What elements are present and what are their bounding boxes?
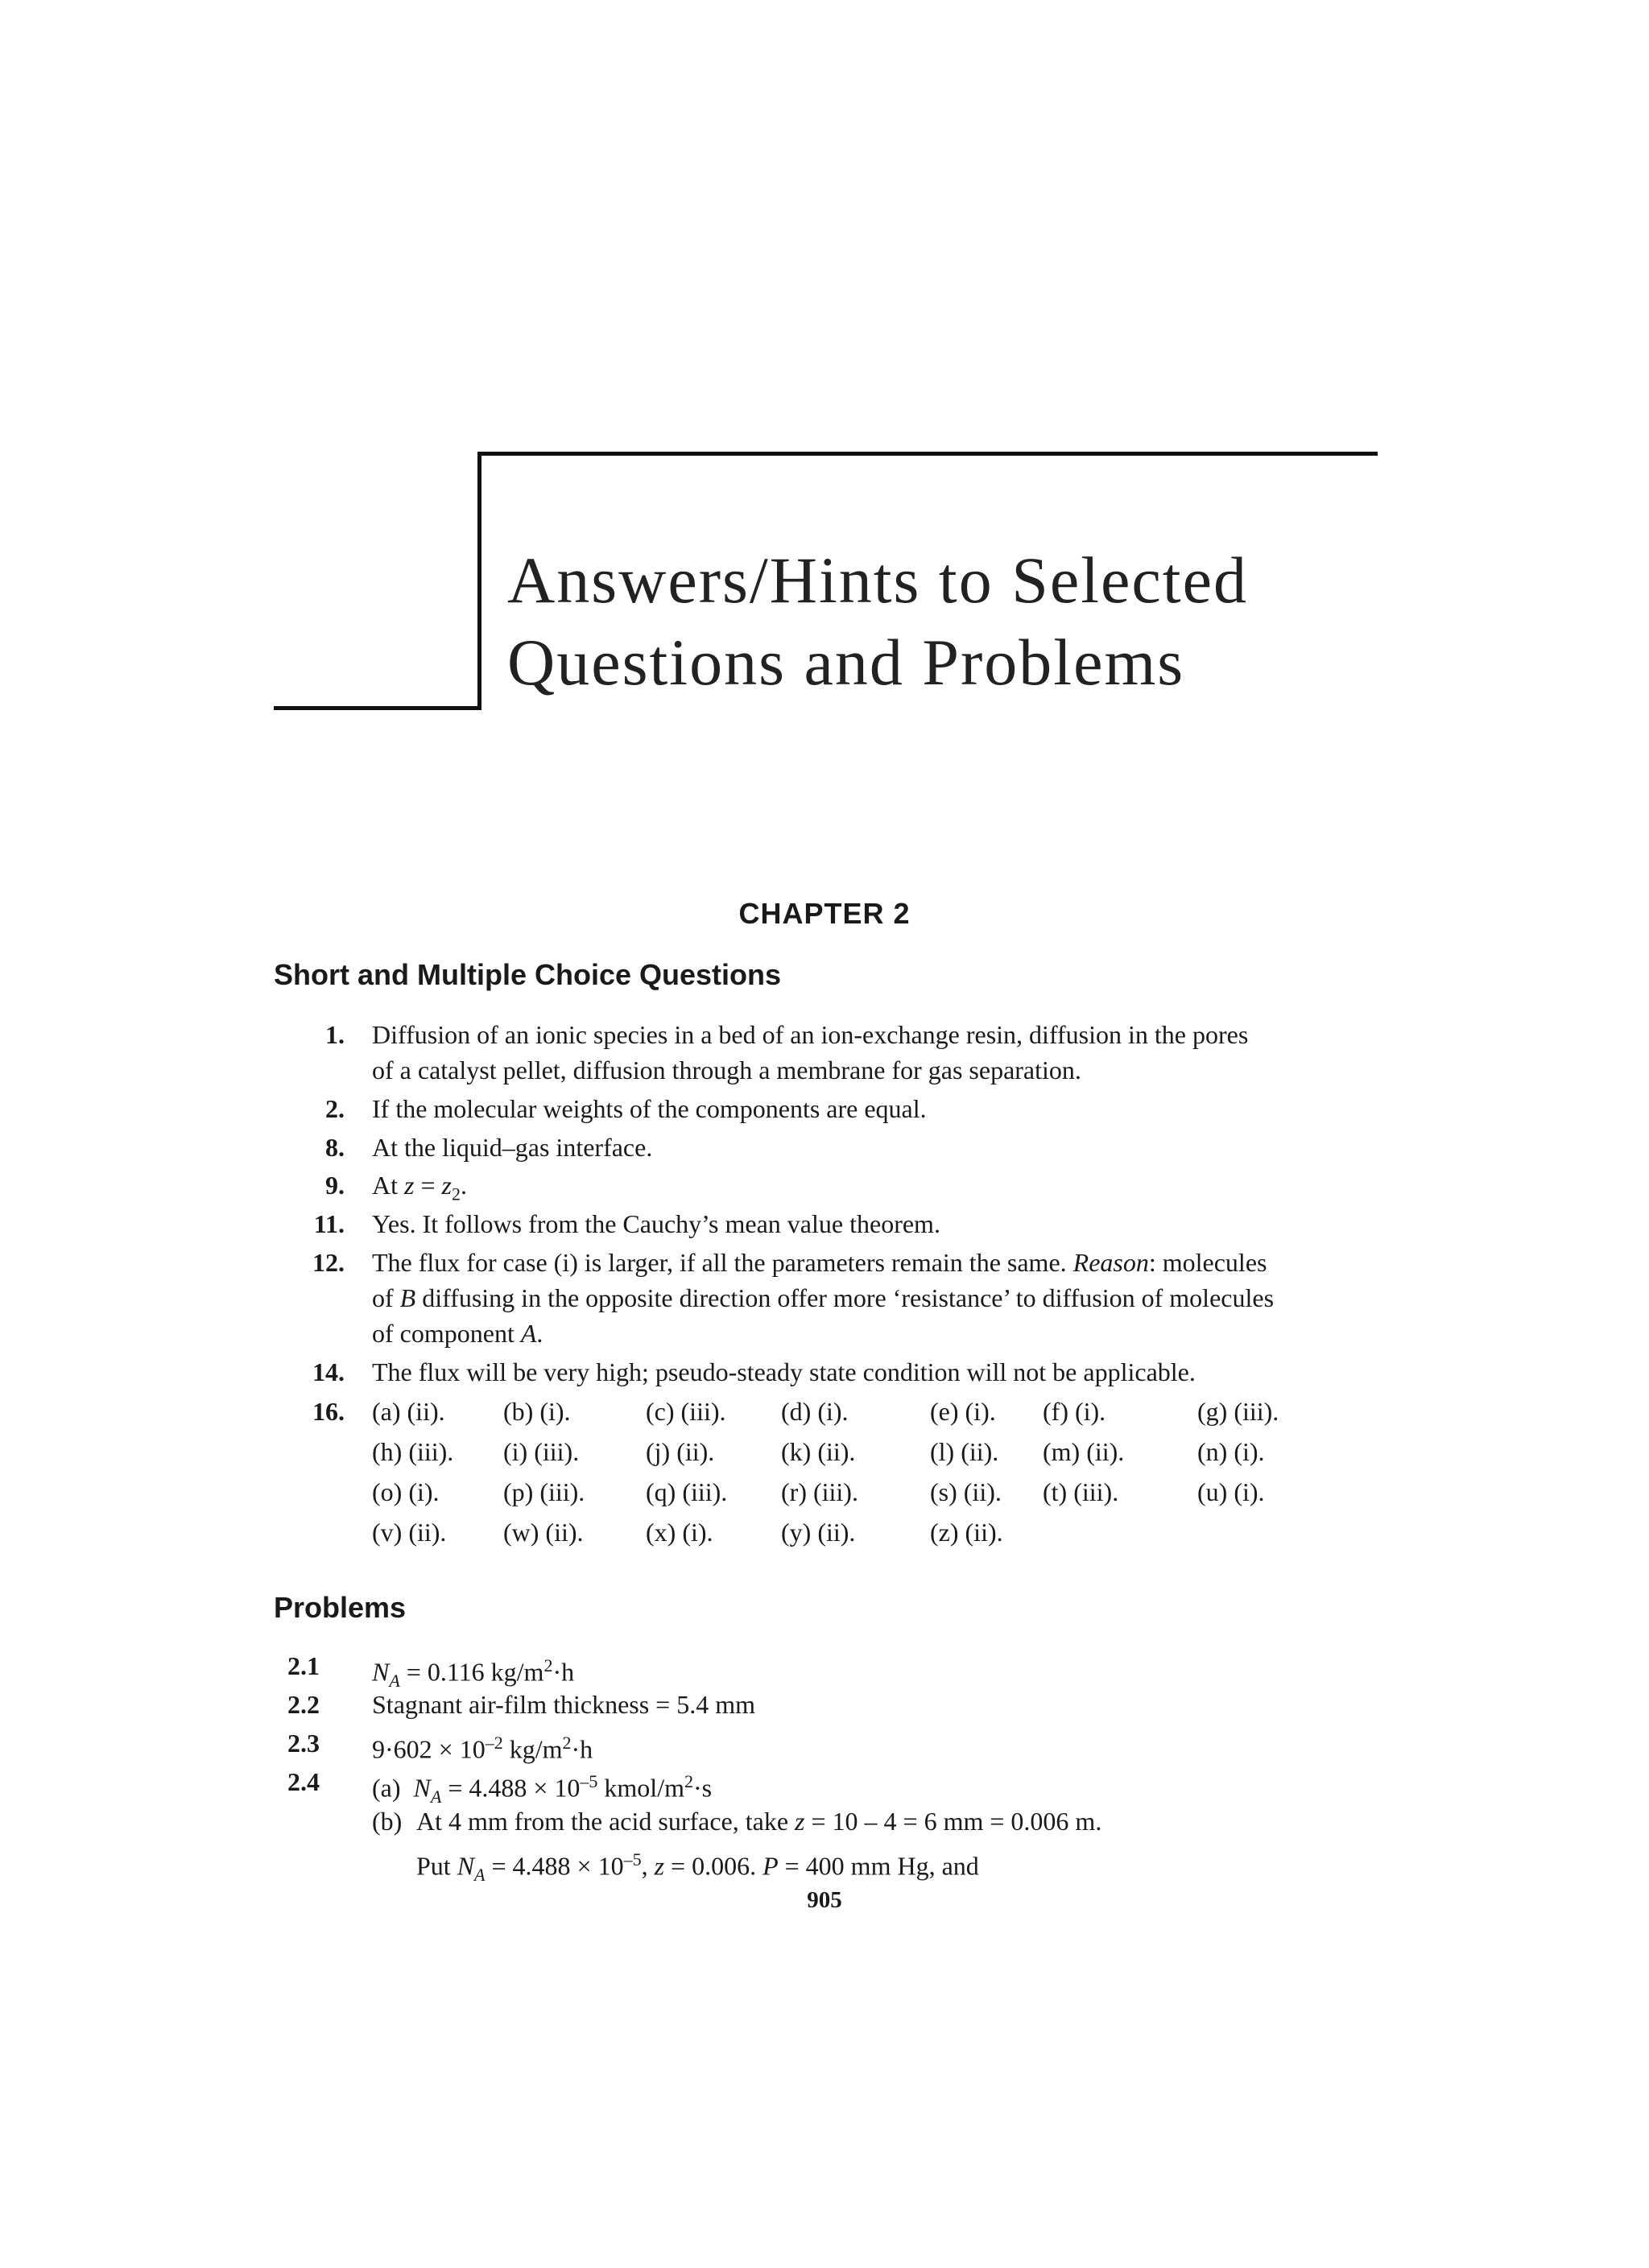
answer-grid-cell: (j) (ii). xyxy=(646,1437,715,1466)
problem-part-b: At 4 mm from the acid surface, take z = 10 – 4 = 6 mm = 0.006 m. xyxy=(416,1807,1102,1836)
answer-grid-cell: (s) (ii). xyxy=(930,1477,1002,1506)
answer-grid-cell: (v) (ii). xyxy=(372,1518,447,1547)
answer-grid-cell: (e) (i). xyxy=(930,1397,996,1426)
item-text: of component A. xyxy=(372,1319,543,1348)
problem-answer: Stagnant air-film thickness = 5.4 mm xyxy=(372,1690,755,1719)
problem-number: 2.2 xyxy=(287,1690,320,1719)
answer-grid-cell: (h) (iii). xyxy=(372,1437,454,1466)
item-number: 12. xyxy=(312,1248,345,1277)
answer-grid-cell: (x) (i). xyxy=(646,1518,713,1547)
item-text: At $z = z_2$. xyxy=(372,1171,467,1204)
item-number: 8. xyxy=(325,1133,345,1162)
answer-grid-cell: (o) (i). xyxy=(372,1477,440,1506)
title-rule-vertical xyxy=(477,452,481,710)
item-text: of a catalyst pellet, diffusion through a membrane for gas separation. xyxy=(372,1056,1081,1084)
answer-grid-cell: (c) (iii). xyxy=(646,1397,726,1426)
problem-answer: $9\cdot 602 \times 10^{-2}$ $kg/m^2\cdot h$ xyxy=(372,1733,593,1764)
answer-grid-cell: (l) (ii). xyxy=(930,1437,999,1466)
answer-grid-cell: (d) (i). xyxy=(781,1397,849,1426)
answer-grid-cell: (b) (i). xyxy=(503,1397,571,1426)
answer-grid-cell: (n) (i). xyxy=(1197,1437,1265,1466)
answer-grid-cell: (u) (i). xyxy=(1197,1477,1265,1506)
answer-grid-cell: (a) (ii). xyxy=(372,1397,445,1426)
item-number: 16. xyxy=(312,1397,345,1426)
answer-grid-cell: (y) (ii). xyxy=(781,1518,856,1547)
problem-part-b-continued: Put $N_A = 4.488 \times 10^{-5}$, z = 0.006. P = 400 mm Hg, and xyxy=(416,1849,979,1886)
page-number: 905 xyxy=(807,1887,842,1913)
problem-part-a: (a) $N_A = 4.488 \times 10^{-5}$ kmol/$m^2\cdot s$ xyxy=(372,1771,713,1807)
answer-grid-cell: (t) (iii). xyxy=(1043,1477,1119,1506)
answer-grid-cell: (k) (ii). xyxy=(781,1437,856,1466)
item-text: Yes. It follows from the Cauchy’s mean value theorem. xyxy=(372,1209,940,1238)
item-number: 1. xyxy=(325,1020,345,1049)
answer-grid-cell: (g) (iii). xyxy=(1197,1397,1279,1426)
problem-number: 2.1 xyxy=(287,1651,320,1680)
title-rule-bottom xyxy=(274,706,481,710)
page-title xyxy=(507,539,1248,704)
problem-number: 2.3 xyxy=(287,1729,320,1758)
item-number: 11. xyxy=(313,1209,345,1238)
answer-grid-cell: (p) (iii). xyxy=(503,1477,585,1506)
answer-grid-cell: (z) (ii). xyxy=(930,1518,1003,1547)
answer-grid-cell: (q) (iii). xyxy=(646,1477,728,1506)
page-title-line-2: Questions and Problems xyxy=(507,626,1185,699)
chapter-heading: CHAPTER 2 xyxy=(738,897,911,930)
item-number: 9. xyxy=(325,1171,345,1200)
answer-grid-cell: (w) (ii). xyxy=(503,1518,584,1547)
title-rule-top xyxy=(477,452,1378,456)
answer-grid-cell: (m) (ii). xyxy=(1043,1437,1125,1466)
problem-number: 2.4 xyxy=(287,1767,320,1796)
section-heading-problems: Problems xyxy=(274,1591,407,1624)
item-text: The flux for case (i) is larger, if all the parameters remain the same. Reason: molecules xyxy=(372,1248,1267,1277)
item-text: of B diffusing in the opposite direction offer more ‘resistance’ to diffusion of molecules xyxy=(372,1283,1275,1312)
problem-part-b-label: (b) xyxy=(372,1807,403,1836)
problem-answer: $N_A = 0.116$ $kg/m^2\cdot h$ xyxy=(372,1655,575,1692)
answer-grid-cell: (i) (iii). xyxy=(503,1437,580,1466)
item-text: Diffusion of an ionic species in a bed of an ion-exchange resin, diffusion in the pores xyxy=(372,1020,1249,1049)
section-heading-short-mcq: Short and Multiple Choice Questions xyxy=(274,958,782,991)
item-text: At the liquid–gas interface. xyxy=(372,1133,653,1162)
page-title-line-1: Answers/Hints to Selected xyxy=(507,543,1248,617)
item-text: If the molecular weights of the components are equal. xyxy=(372,1094,927,1123)
item-number: 2. xyxy=(325,1094,345,1123)
answer-grid-cell: (r) (iii). xyxy=(781,1477,858,1506)
answer-grid-cell: (f) (i). xyxy=(1043,1397,1106,1426)
item-text: The flux will be very high; pseudo-steady state condition will not be applicable. xyxy=(372,1357,1196,1386)
item-number: 14. xyxy=(312,1357,345,1386)
